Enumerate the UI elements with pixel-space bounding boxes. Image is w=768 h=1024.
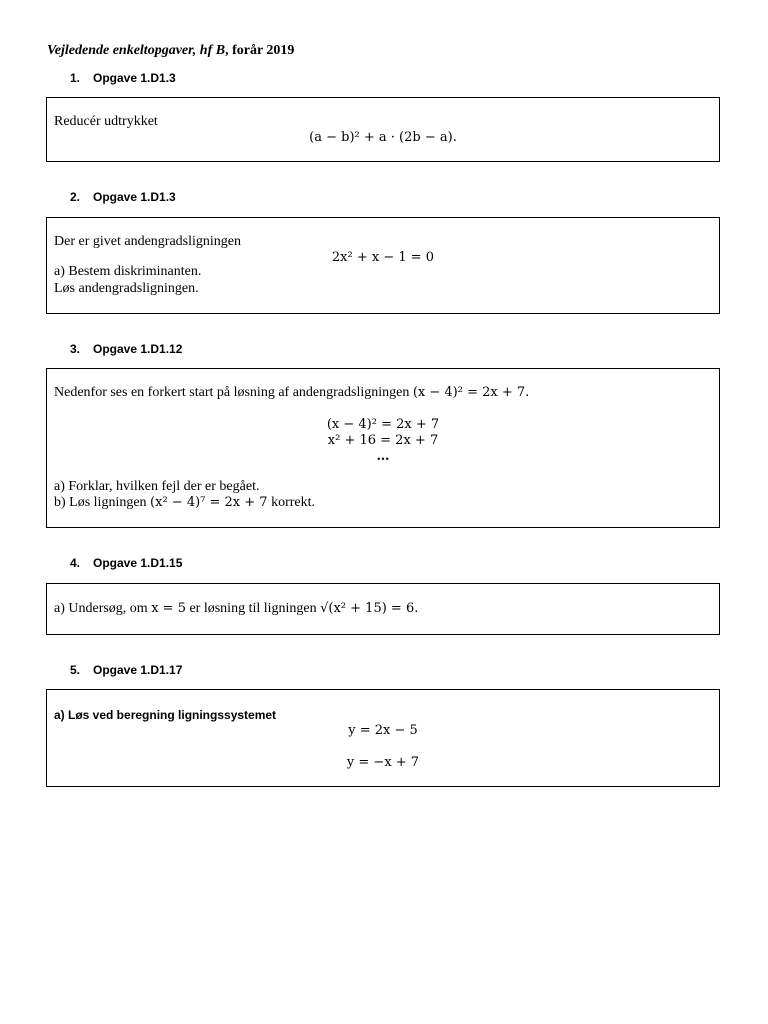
- task-question-a: a) Løs ved beregning ligningssystemet: [54, 708, 277, 722]
- math-equation: 2x² + x − 1 = 0: [331, 250, 435, 265]
- task-question-a: a) Bestem diskriminanten.: [54, 264, 202, 279]
- math-step: x² + 16 = 2x + 7: [327, 433, 439, 448]
- task-heading-1: 1. Opgave 1.D1.3: [70, 71, 176, 85]
- task-box-5: [46, 689, 720, 787]
- task-box-1: [46, 97, 720, 162]
- math-equation: y = −x + 7: [346, 755, 420, 770]
- task-box-2: [46, 217, 720, 314]
- task-box-3: [46, 368, 720, 528]
- task-heading-5: 5. Opgave 1.D1.17: [70, 663, 183, 677]
- task-heading-3: 3. Opgave 1.D1.12: [70, 342, 183, 356]
- math-ellipsis: …: [376, 449, 390, 464]
- document-title: Vejledende enkeltopgaver, hf B, forår 2019: [47, 43, 295, 58]
- task-intro: Nedenfor ses en forkert start på løsning af andengradsligningen (x − 4)² = 2x + 7.: [54, 385, 530, 400]
- task-text: Løs andengradsligningen.: [54, 281, 199, 296]
- math-inline: x = 5: [151, 601, 186, 616]
- math-inline: (x − 4)² = 2x + 7.: [412, 385, 530, 400]
- math-sqrt-equation: √(x² + 15) = 6.: [320, 601, 419, 616]
- math-expression: (a − b)² + a · (2b − a).: [309, 130, 457, 145]
- task-text: Reducér udtrykket: [54, 114, 158, 129]
- math-inline: (x² − 4)⁷ = 2x + 7: [150, 495, 268, 510]
- task-heading-4: 4. Opgave 1.D1.15: [70, 556, 183, 570]
- task-box-4: [46, 583, 720, 635]
- task-question-b: b) Løs ligningen (x² − 4)⁷ = 2x + 7 korrekt.: [54, 495, 315, 510]
- task-question-a: a) Undersøg, om x = 5 er løsning til ligningen √(x² + 15) = 6.: [54, 601, 419, 616]
- task-question-a: a) Forklar, hvilken fejl der er begået.: [54, 479, 260, 494]
- math-equation: y = 2x − 5: [348, 723, 418, 738]
- math-step: (x − 4)² = 2x + 7: [326, 417, 440, 432]
- task-text: Der er givet andengradsligningen: [54, 234, 241, 249]
- task-heading-2: 2. Opgave 1.D1.3: [70, 190, 176, 204]
